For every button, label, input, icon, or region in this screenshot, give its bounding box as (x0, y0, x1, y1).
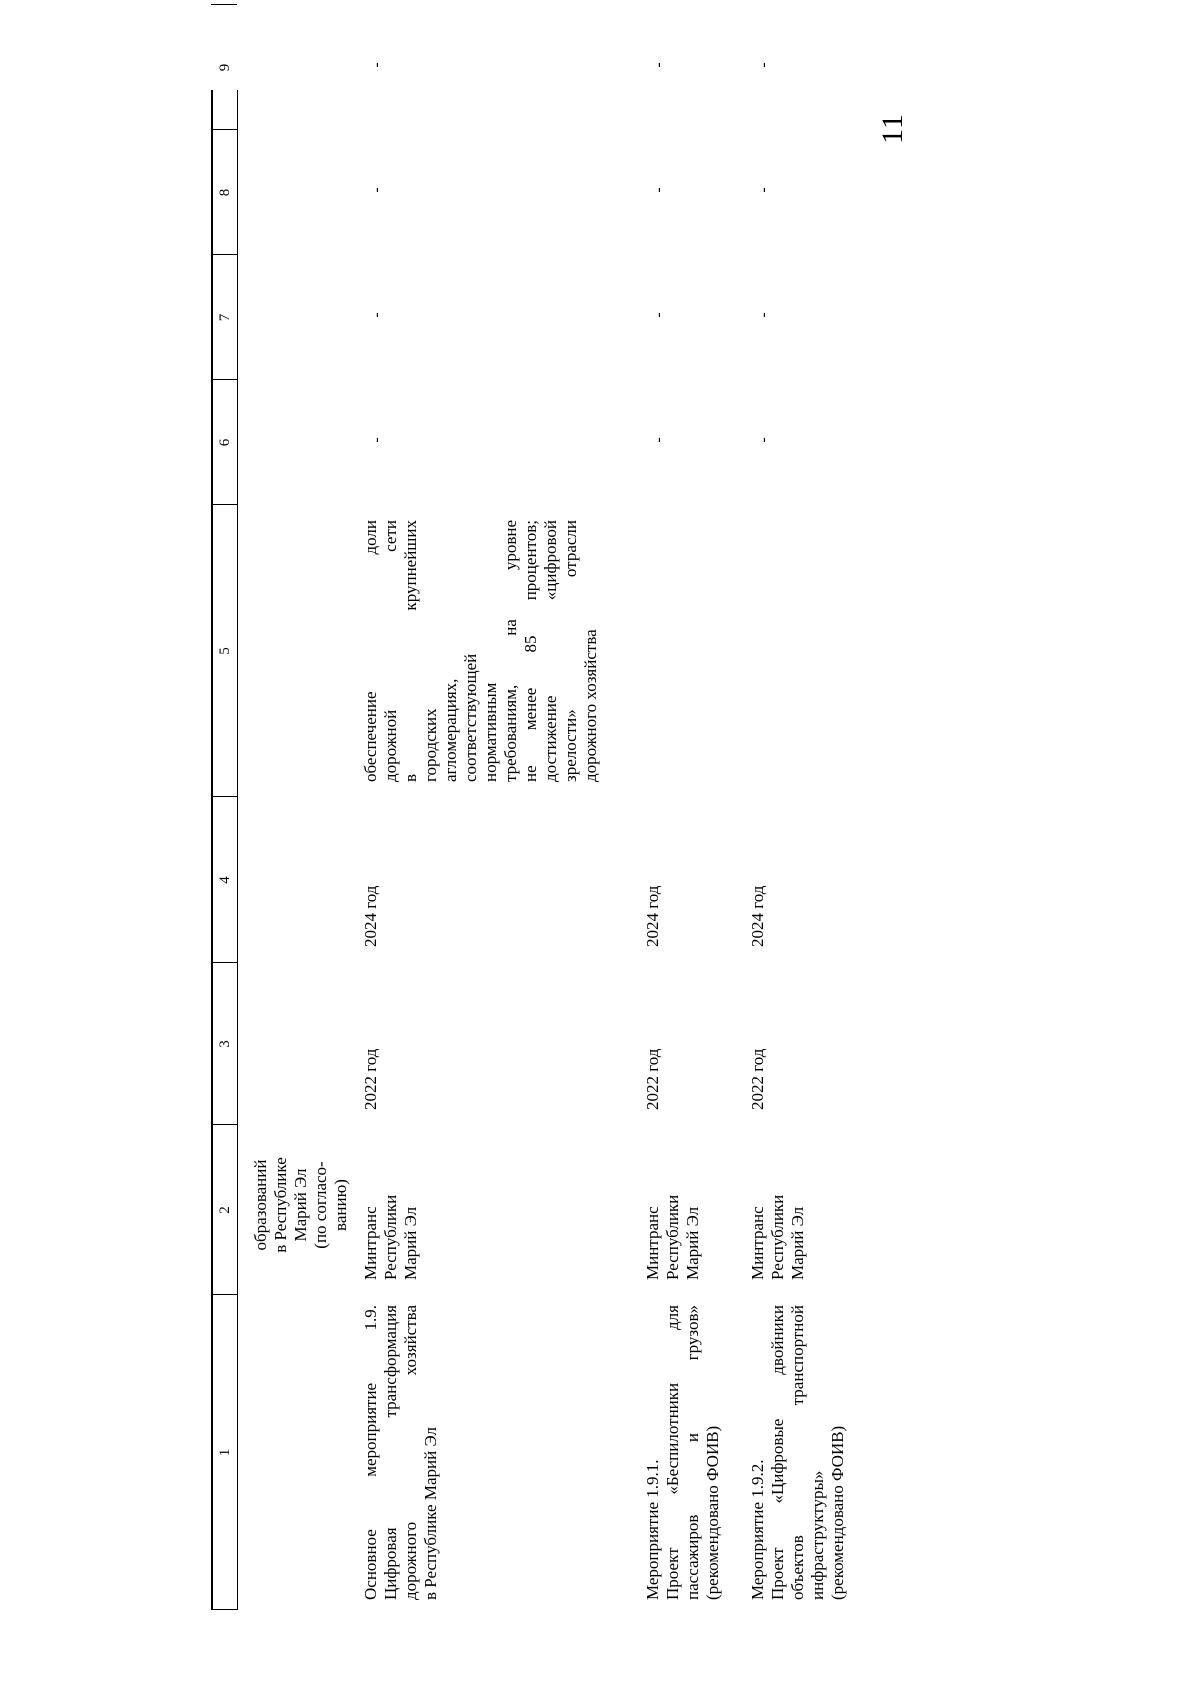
row-3-col6-dash: - (755, 437, 772, 443)
page-number: 11 (876, 113, 909, 144)
row-3-col8-dash: - (755, 187, 772, 193)
table-row-3-col2: Минтранс Республики Марий Эл (748, 1194, 807, 1280)
table-row-3-col3: 2022 год (748, 1048, 767, 1110)
header-cell-9: 9 (217, 63, 233, 72)
table-top-border (211, 90, 213, 1610)
row-2-col6-dash: - (650, 437, 667, 443)
row-1-col8-dash: - (368, 187, 385, 193)
table-row-1-col3: 2022 год (361, 1048, 380, 1110)
rotated-page (211, 62, 991, 1610)
header-cell-8: 8 (217, 188, 233, 197)
data-table (211, 62, 991, 1610)
table-row-1-col1: Основное мероприятие 1.9. Цифровая трансформация дорожного хозяйства в Республике Марий Эл (361, 1305, 440, 1600)
row-1-col7-dash: - (368, 312, 385, 318)
header-bottom-border (237, 90, 238, 1610)
table-row-2-col3: 2022 год (643, 1048, 662, 1110)
carryover-cell: образований в Республике Марий Эл (по согласо- ванию) (251, 1157, 350, 1253)
row-2-col9-dash: - (650, 62, 667, 68)
row-1-col9-dash: - (368, 62, 385, 68)
header-cell-6: 6 (217, 438, 233, 447)
header-cell-4: 4 (217, 876, 233, 884)
row-3-col9-dash: - (755, 62, 772, 68)
header-cell-5: 5 (217, 647, 233, 655)
row-2-col8-dash: - (650, 187, 667, 193)
table-row-2-col2: Минтранс Республики Марий Эл (643, 1194, 702, 1280)
table-row-1-col4: 2024 год (361, 885, 380, 947)
header-cell-10 (214, 0, 236, 5)
table-row-3-col4: 2024 год (748, 885, 767, 947)
table-row-1-col5: обеспечение доли дорожной сети в крупнейших городских агломерациях, соответствующей нормативным требованиям, на уровне не менее 85 процентов; достижение «цифровой зрелости» отрасли дорожного хозяйства (361, 520, 600, 782)
row-2-col7-dash: - (650, 312, 667, 318)
header-cell-3: 3 (217, 1040, 233, 1048)
row-1-col6-dash: - (368, 437, 385, 443)
header-cell-1: 1 (217, 1448, 233, 1457)
table-row-2-col4: 2024 год (643, 885, 662, 947)
header-cell-7: 7 (217, 313, 233, 322)
table-row-2-col1: Мероприятие 1.9.1. Проект «Беспилотники для пассажиров и грузов» (рекомендовано ФОИВ) (643, 1305, 722, 1600)
row-3-col7-dash: - (755, 312, 772, 318)
table-row-3-col1: Мероприятие 1.9.2. Проект «Цифровые двойники объектов транспортной инфраструктуры» (рекомендовано ФОИВ) (748, 1305, 847, 1600)
table-row-1-col2: Минтранс Республики Марий Эл (361, 1194, 420, 1280)
header-cell-2: 2 (217, 1206, 233, 1214)
